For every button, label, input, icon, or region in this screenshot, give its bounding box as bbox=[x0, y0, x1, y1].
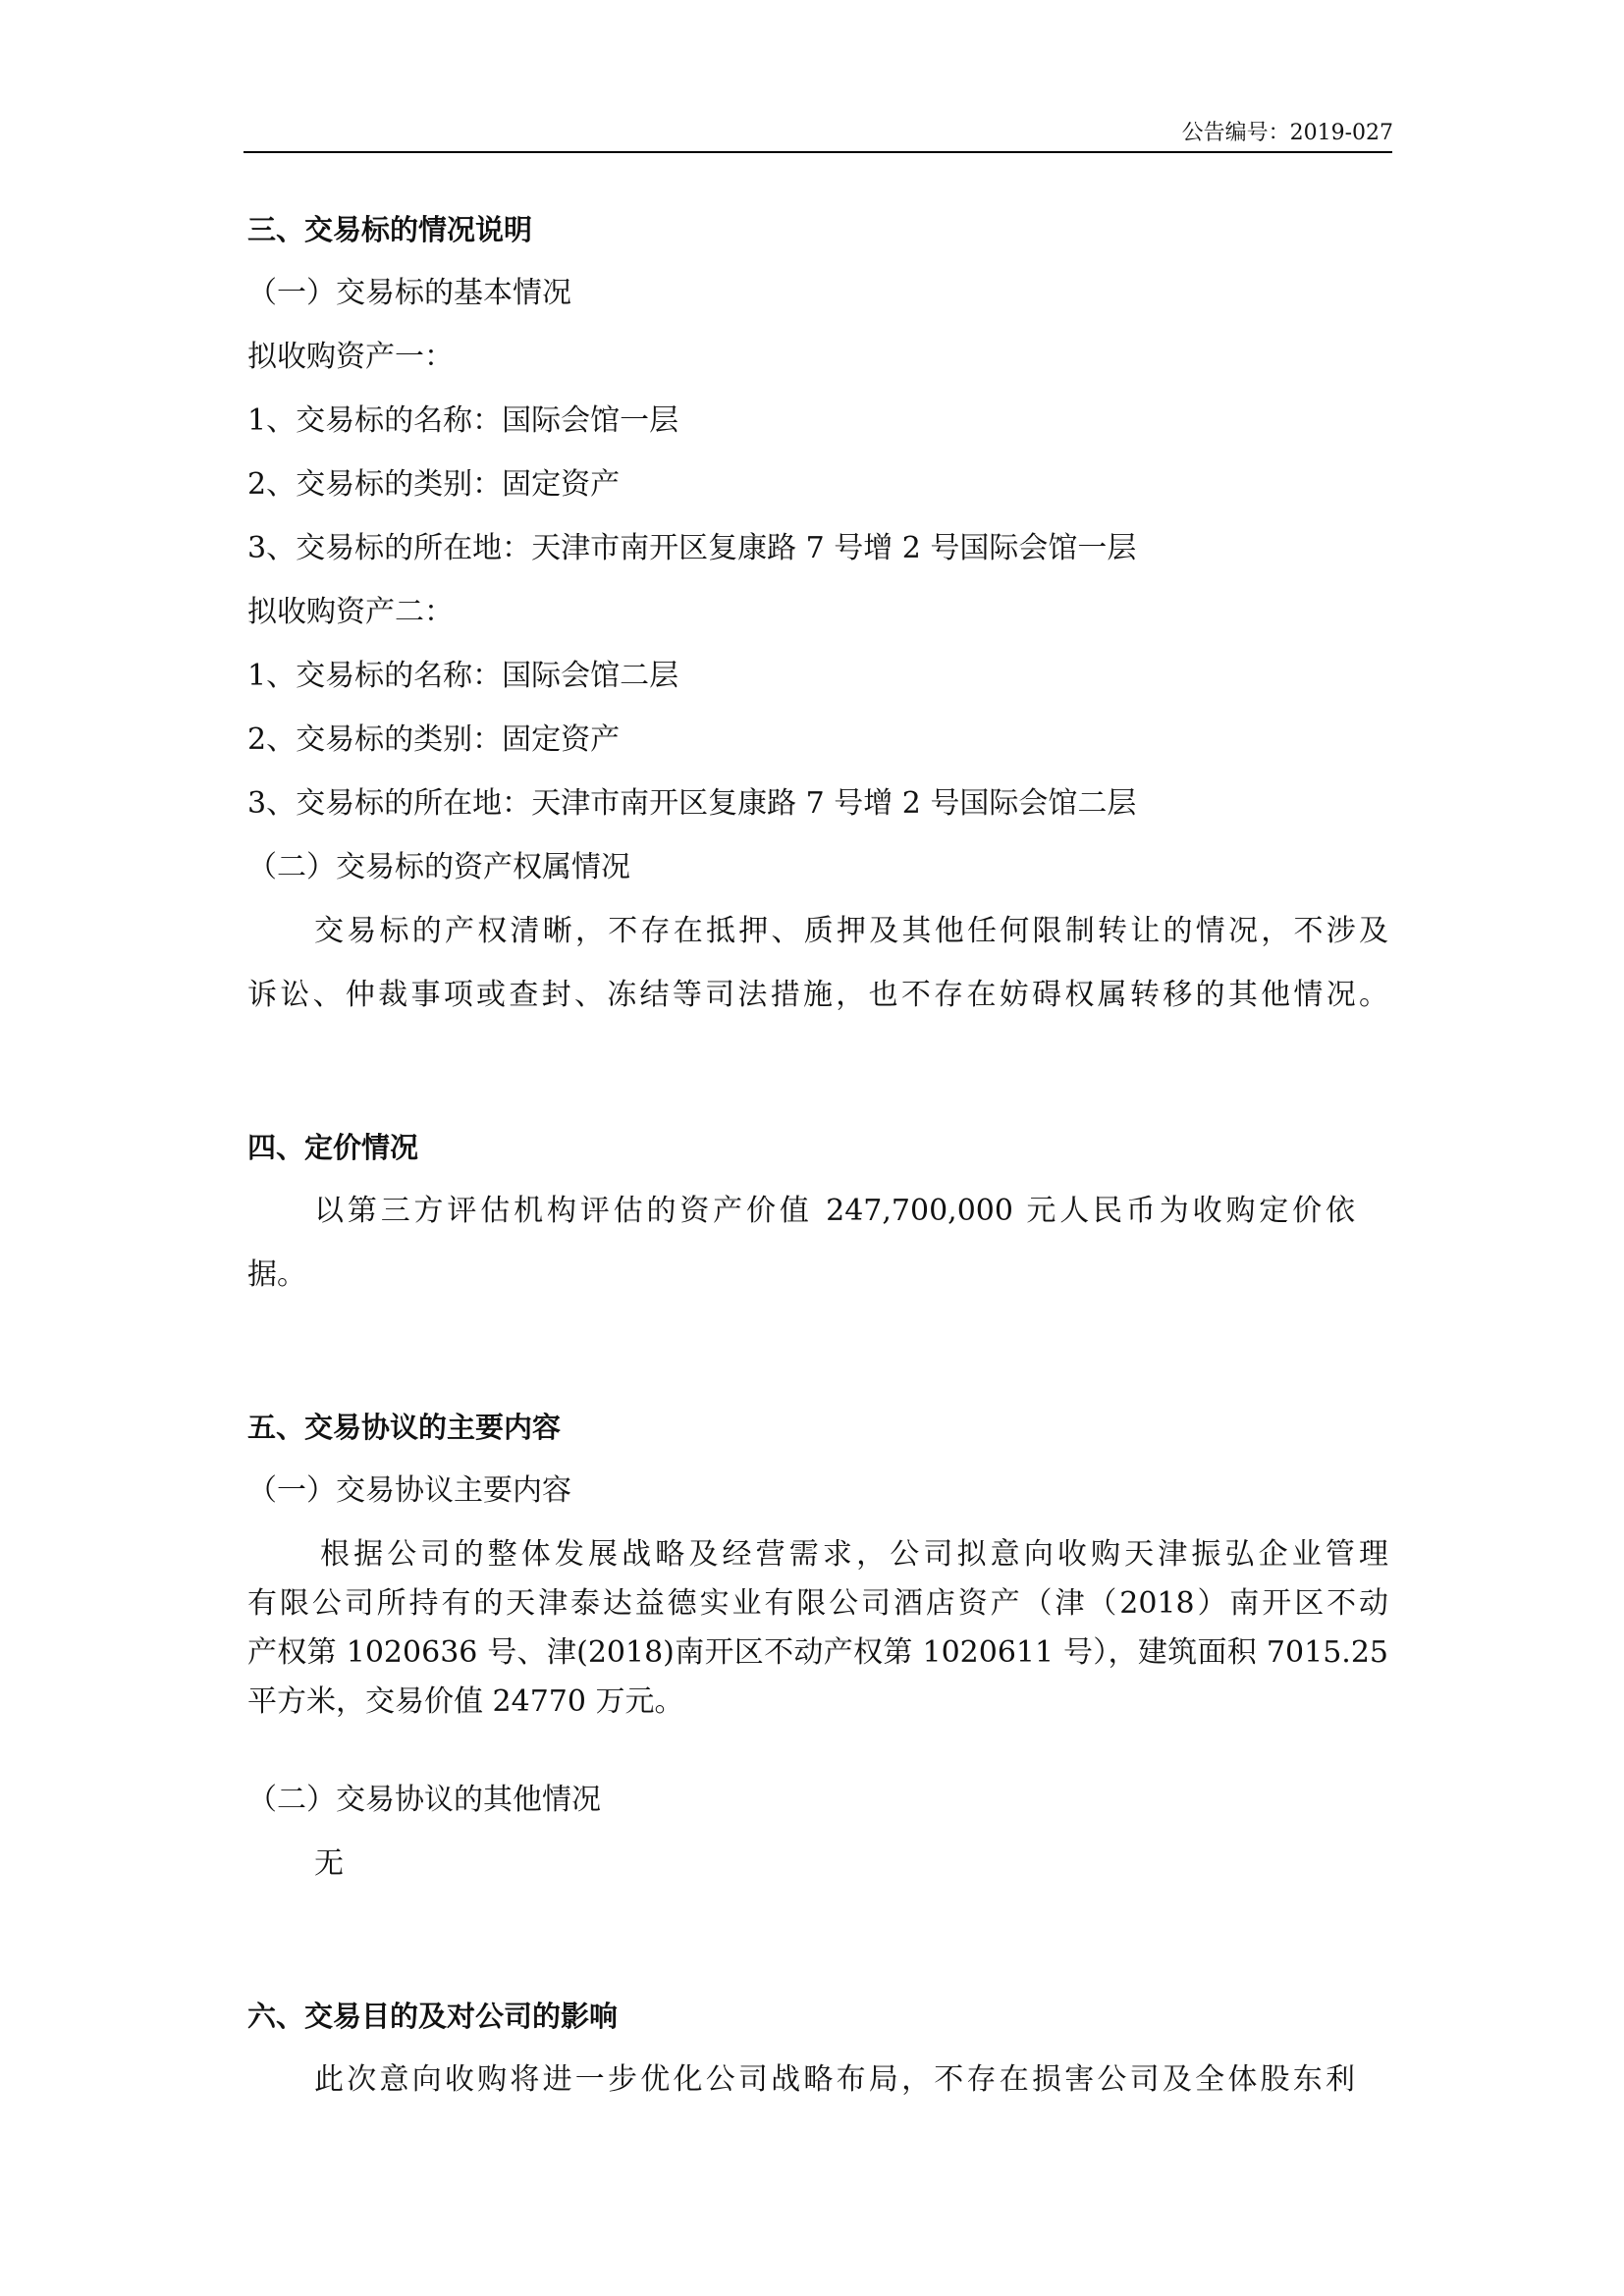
header-rule bbox=[244, 151, 1392, 153]
asset-2-item-location: 3、交易标的所在地：天津市南开区复康路 7 号增 2 号国际会馆二层 bbox=[247, 786, 1137, 821]
section-5-sub-1-para-line-3: 产权第 1020636 号、津(2018)南开区不动产权第 1020611 号），建筑面积 7015.25 bbox=[247, 1635, 1388, 1670]
section-5-sub-1-para-line-1: 根据公司的整体发展战略及经营需求，公司拟意向收购天津振弘企业管理 bbox=[320, 1537, 1388, 1572]
asset-2-item-category: 2、交易标的类别：固定资产 bbox=[247, 722, 621, 757]
notice-number: 公告编号：2019-027 bbox=[1181, 121, 1393, 145]
asset-1-label: 拟收购资产一： bbox=[247, 340, 454, 374]
section-4-para-line-1: 以第三方评估机构评估的资产价值 247,700,000 元人民币为收购定价依 bbox=[314, 1194, 1355, 1228]
section-6-title: 六、交易目的及对公司的影响 bbox=[247, 2000, 619, 2033]
asset-1-item-name: 1、交易标的名称：国际会馆一层 bbox=[247, 403, 679, 438]
section-4-title: 四、定价情况 bbox=[247, 1131, 419, 1164]
section-5-sub-2-text: 无 bbox=[314, 1846, 344, 1881]
section-3-title: 三、交易标的情况说明 bbox=[247, 213, 533, 246]
section-3-sub-2-para-line-2: 诉讼、仲裁事项或查封、冻结等司法措施，也不存在妨碍权属转移的其他情况。 bbox=[247, 978, 1388, 1012]
section-6-para-line-1: 此次意向收购将进一步优化公司战略布局，不存在损害公司及全体股东利 bbox=[314, 2062, 1355, 2097]
section-5-sub-1-para-line-2: 有限公司所持有的天津泰达益德实业有限公司酒店资产（津（2018）南开区不动 bbox=[247, 1586, 1388, 1621]
asset-1-item-category: 2、交易标的类别：固定资产 bbox=[247, 467, 621, 502]
section-5-sub-1-para-line-4: 平方米，交易价值 24770 万元。 bbox=[247, 1684, 684, 1719]
asset-2-label: 拟收购资产二： bbox=[247, 595, 454, 629]
section-3-sub-2-title: （二）交易标的资产权属情况 bbox=[247, 850, 630, 884]
section-5-sub-1-title: （一）交易协议主要内容 bbox=[247, 1473, 571, 1508]
asset-1-item-location: 3、交易标的所在地：天津市南开区复康路 7 号增 2 号国际会馆一层 bbox=[247, 531, 1137, 565]
asset-2-item-name: 1、交易标的名称：国际会馆二层 bbox=[247, 659, 679, 693]
section-3-sub-2-para-line-1: 交易标的产权清晰，不存在抵押、质押及其他任何限制转让的情况，不涉及 bbox=[314, 914, 1388, 948]
section-4-para-line-2: 据。 bbox=[247, 1257, 306, 1292]
section-5-sub-2-title: （二）交易协议的其他情况 bbox=[247, 1783, 601, 1817]
section-5-title: 五、交易协议的主要内容 bbox=[247, 1411, 562, 1444]
section-3-sub-1-title: （一）交易标的基本情况 bbox=[247, 276, 571, 310]
